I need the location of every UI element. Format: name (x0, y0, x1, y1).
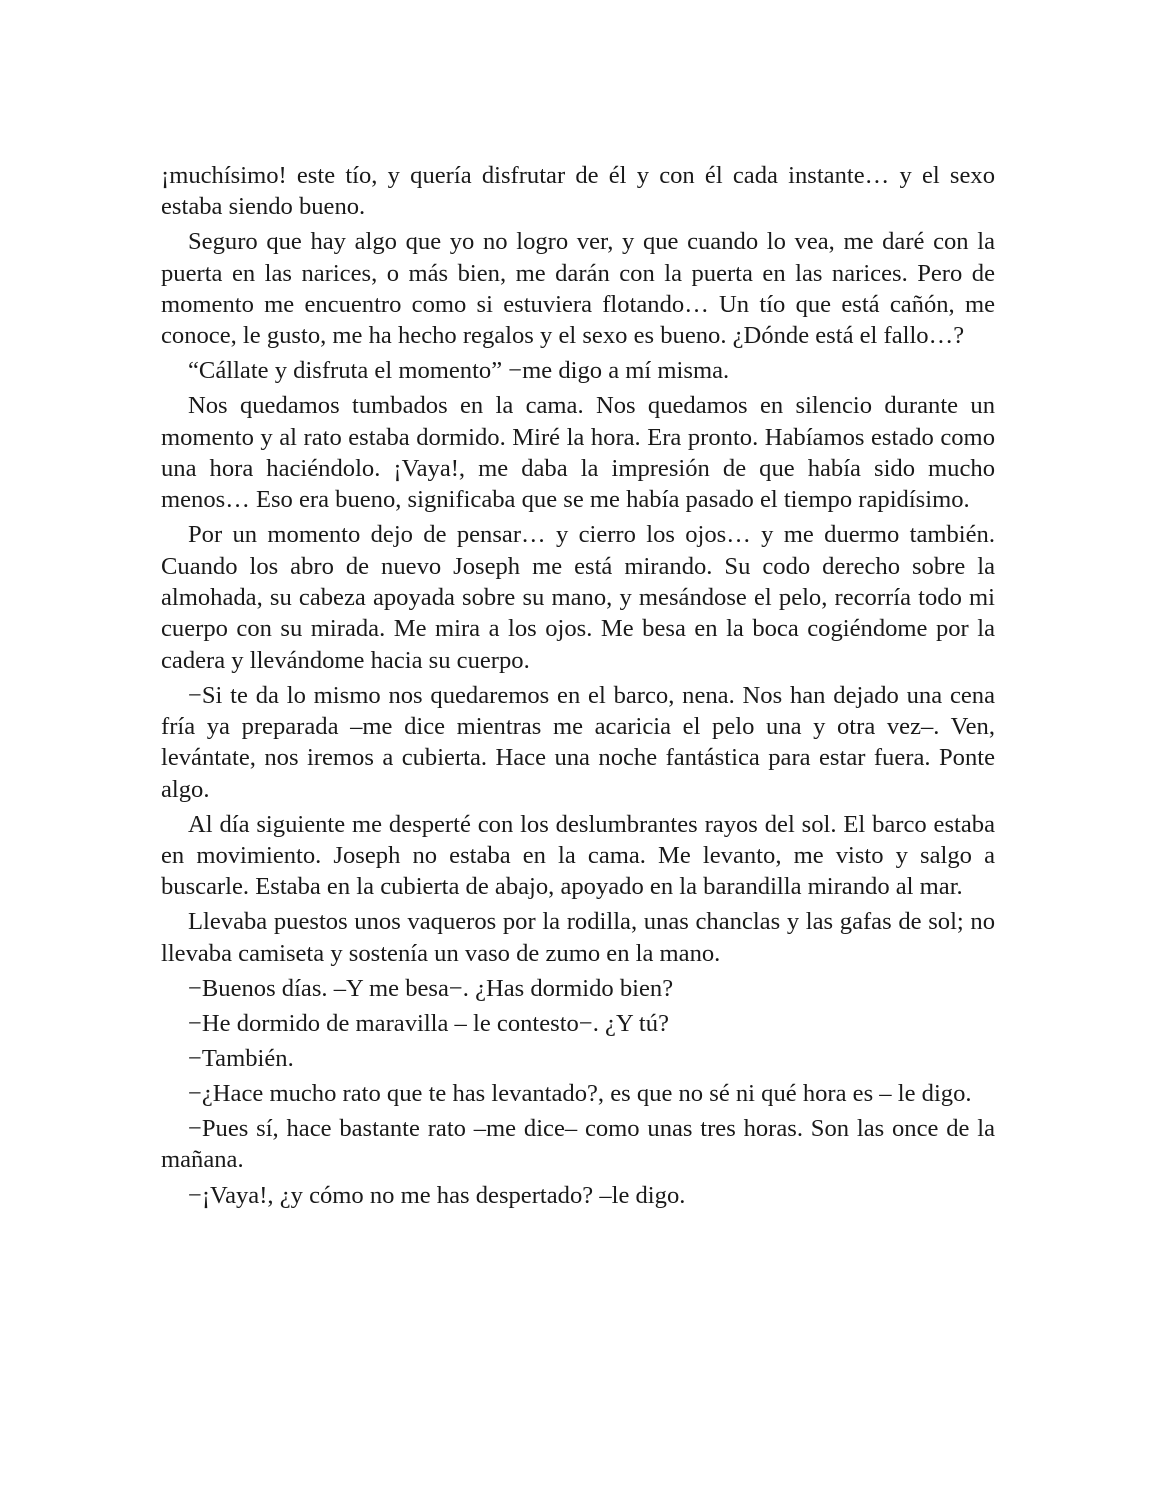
paragraph-continuation: ¡muchísimo! este tío, y quería disfrutar de él y con él cada instante… y el sexo estaba siendo bueno. (161, 162, 995, 221)
dialogue-line: −También. (188, 1044, 294, 1072)
paragraph: Seguro que hay algo que yo no logro ver, y que cuando lo vea, me daré con la puerta en las narices, o más bien, me darán con la puerta en las narices. Pero de momento me encuentro como si estuviera flotando… Un tío que está cañón, me conoce, le gusto, me ha hecho regalos y el sexo es bueno. ¿Dónde está el fallo…? (161, 228, 995, 350)
dialogue-line: −He dormido de maravilla – le contesto−. ¿Y tú? (188, 1009, 669, 1037)
dialogue-line: −Buenos días. –Y me besa−. ¿Has dormido bien? (188, 974, 674, 1002)
body-text (161, 160, 995, 1215)
dialogue-line: −¿Hace mucho rato que te has levantado?, es que no sé ni qué hora es – le digo. (188, 1080, 972, 1108)
paragraph: Por un momento dejo de pensar… y cierro los ojos… y me duermo también. Cuando los abro de nuevo Joseph me está mirando. Su codo derecho sobre la almohada, su cabeza apoyada sobre su mano, y mesándose el pelo, recorría todo mi cuerpo con su mirada. Me mira a los ojos. Me besa en la boca cogiéndome por la cadera y llevándome hacia su cuerpo. (161, 521, 995, 674)
paragraph: “Cállate y disfruta el momento” −me digo a mí misma. (188, 357, 730, 385)
paragraph: −Si te da lo mismo nos quedaremos en el barco, nena. Nos han dejado una cena fría ya preparada –me dice mientras me acaricia el pelo una y otra vez–. Ven, levántate, nos iremos a cubierta. Hace una noche fantástica para estar fuera. Ponte algo. (161, 681, 995, 803)
paragraph: Nos quedamos tumbados en la cama. Nos quedamos en silencio durante un momento y al rato estaba dormido. Miré la hora. Era pronto. Habíamos estado como una hora haciéndolo. ¡Vaya!, me daba la impresión de que había sido mucho menos… Eso era bueno, significaba que se me había pasado el tiempo rapidísimo. (161, 392, 995, 514)
dialogue-line: −¡Vaya!, ¿y cómo no me has despertado? –le digo. (188, 1181, 686, 1209)
dialogue-line: −Pues sí, hace bastante rato –me dice– como unas tres horas. Son las once de la mañana. (161, 1115, 995, 1174)
paragraph: Al día siguiente me desperté con los deslumbrantes rayos del sol. El barco estaba en movimiento. Joseph no estaba en la cama. Me levanto, me visto y salgo a buscarle. Estaba en la cubierta de abajo, apoyado en la barandilla mirando al mar. (161, 810, 995, 901)
paragraph: Llevaba puestos unos vaqueros por la rodilla, unas chanclas y las gafas de sol; no llevaba camiseta y sostenía un vaso de zumo en la mano. (161, 908, 995, 967)
